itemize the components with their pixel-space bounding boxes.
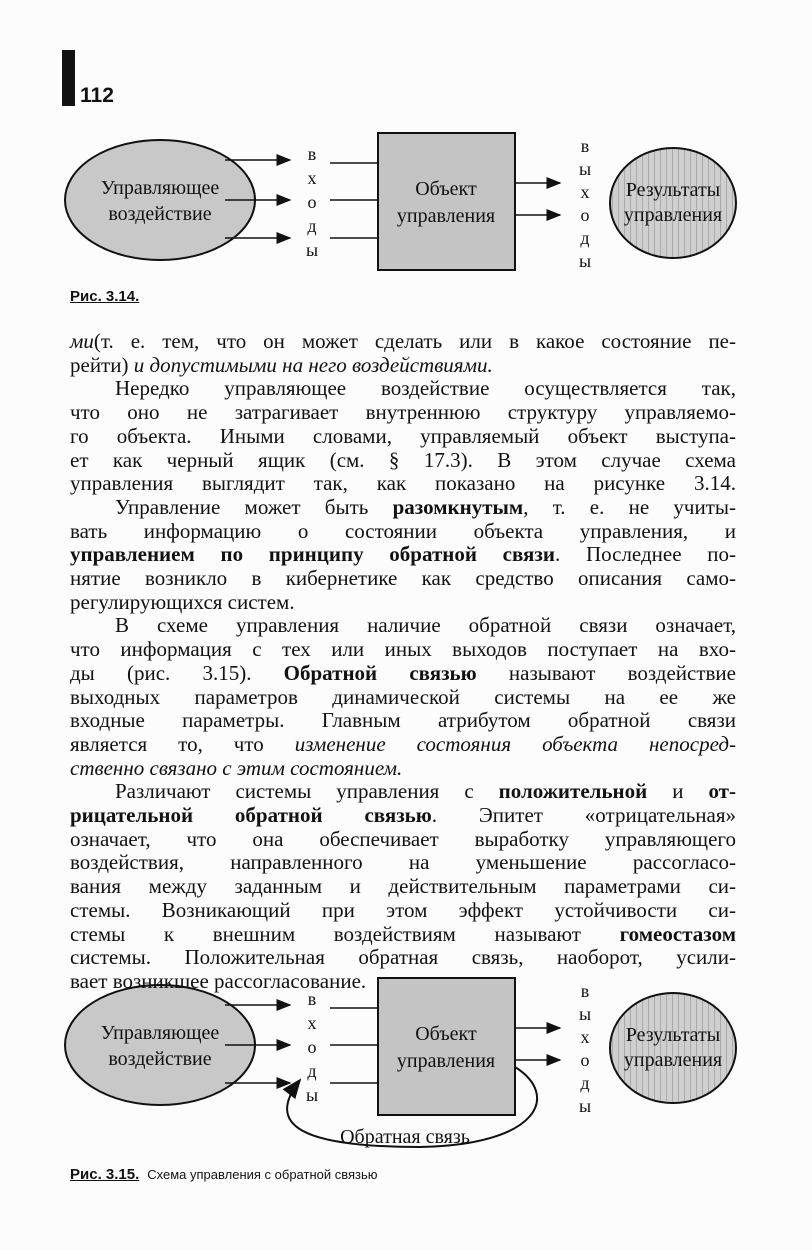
control-object-label: Объект (415, 178, 477, 200)
text-segment: , т. е. не учиты- (523, 494, 736, 519)
results-label: управления (623, 204, 723, 226)
text-line (70, 923, 736, 947)
text-line (70, 449, 736, 473)
caption-label: Рис. 3.15. (70, 1166, 140, 1183)
inputs-letter: в (307, 144, 317, 164)
text-line (70, 875, 736, 899)
bold-term: Обратной связью (283, 660, 477, 685)
text-line (70, 591, 736, 615)
caption-text: Схема управления с обратной связью (147, 1167, 378, 1182)
control-action-label: Управляющее (100, 177, 220, 199)
text-line (70, 425, 736, 449)
inputs-letter: х (307, 168, 317, 188)
control-action-label: воздействие (108, 1048, 212, 1070)
text-segment: и (647, 779, 709, 804)
text-line (70, 614, 736, 638)
control-action-label: воздействие (108, 203, 212, 225)
feedback-label: Обратная связь (340, 1126, 470, 1148)
text-line (70, 472, 736, 496)
page-number: 112 (80, 84, 114, 107)
text-segment: называют воздействие (476, 660, 736, 685)
text-segment: регулирующихся систем. (70, 589, 295, 614)
text-line (70, 851, 736, 875)
text-segment: что оно не затрагивает внутреннюю структуру управляемо- (70, 400, 736, 425)
bold-term: управлением по принципу обратной связи (70, 542, 555, 567)
control-object-label: управления (396, 1050, 496, 1072)
outputs-letter: ы (578, 159, 592, 179)
text-segment: вать информацию о состоянии объекта управления, и (70, 518, 736, 543)
text-segment: управления выглядит так, как показано на рисунке 3.14. (70, 471, 736, 496)
text-line (70, 520, 736, 544)
outputs-letter: х (580, 182, 590, 202)
text-segment: воздействия, направленного на уменьшение рассогласо- (70, 850, 736, 875)
bold-term: от- (708, 779, 736, 804)
text-line (70, 543, 736, 567)
text-line (70, 828, 736, 852)
text-line (70, 638, 736, 662)
inputs-letter: ы (305, 240, 319, 260)
text-line (70, 354, 736, 378)
text-line (70, 780, 736, 804)
results-label: управления (623, 1049, 723, 1071)
italic-text: ми (70, 329, 94, 353)
results-label: Результаты (625, 179, 721, 201)
text-segment: ды (рис. 3.15). (70, 660, 284, 685)
text-segment: вает возникшее рассогласование. (70, 968, 367, 993)
control-object-label: Объект (415, 1023, 477, 1045)
bold-term: гомеостазом (619, 921, 736, 946)
text-segment: . Последнее по- (554, 542, 736, 567)
text-segment: Управление может быть (115, 494, 393, 519)
outputs-letter: ы (578, 251, 592, 271)
figure-1-caption (70, 288, 147, 305)
text-line (70, 401, 736, 425)
inputs-letter: ы (305, 1085, 319, 1105)
text-line (70, 899, 736, 923)
outputs-letter: в (580, 136, 590, 156)
bold-term: рицательной обратной связью (70, 803, 432, 828)
text-segment: системы. Положительная обратная связь, наоборот, усили- (70, 945, 736, 970)
inputs-letter: д (307, 216, 317, 236)
text-segment: означает, что она обеспечивает выработку управляющего (70, 826, 736, 851)
text-line (70, 946, 736, 970)
text-line (70, 709, 736, 733)
outputs-letter: д (580, 1073, 590, 1093)
italic-text: ственно связано с этим состоянием. (70, 755, 403, 780)
text-segment: стемы к внешним воздействиям называют (70, 921, 620, 946)
bold-term: разомкнутым (392, 494, 524, 519)
text-line (70, 496, 736, 520)
bold-term: положительной (498, 779, 648, 804)
inputs-letter: о (307, 1037, 317, 1057)
results-ellipse (610, 993, 736, 1103)
text-segment: входные параметры. Главным атрибутом обратной связи (70, 708, 736, 733)
text-segment: Нередко управляющее воздействие осуществляется так, (115, 376, 736, 401)
outputs-letter: в (580, 981, 590, 1001)
outputs-letter: ы (578, 1096, 592, 1116)
italic-text: изменение состояния объекта непосред- (294, 731, 736, 756)
text-segment: рейти) (70, 352, 134, 377)
text-line (70, 662, 736, 686)
figure-3-14 (65, 133, 736, 271)
text-segment: го объекта. Иными словами, управляемый объект выступа- (70, 423, 736, 448)
text-segment: . Эпитет «отрицательная» (431, 803, 736, 828)
figure-3-15 (65, 978, 736, 1148)
text-line (70, 330, 736, 354)
outputs-letter: ы (578, 1004, 592, 1024)
text-segment: В схеме управления наличие обратной связи означает, (115, 613, 736, 638)
inputs-letter: в (307, 989, 317, 1009)
outputs-letter: д (580, 228, 590, 248)
control-object-box (378, 978, 515, 1115)
outputs-letter: х (580, 1027, 590, 1047)
inputs-letter: о (307, 192, 317, 212)
control-action-label: Управляющее (100, 1022, 220, 1044)
italic-text: и допустимыми на него воздействиями. (133, 352, 493, 377)
results-ellipse (610, 148, 736, 258)
text-line (70, 377, 736, 401)
text-segment: вания между заданным и действительным параметрами си- (70, 874, 736, 899)
text-segment: ет как черный ящик (см. § 17.3). В этом случае схема (70, 447, 736, 472)
control-object-box (378, 133, 515, 270)
body-text (70, 330, 736, 994)
text-line (70, 804, 736, 828)
caption-label: Рис. 3.14. (70, 288, 140, 305)
outputs-letter: о (580, 1050, 590, 1070)
figure-2-caption (70, 1166, 378, 1183)
text-line (70, 567, 736, 591)
outputs-letter: о (580, 205, 590, 225)
text-line (70, 686, 736, 710)
text-line (70, 733, 736, 757)
inputs-letter: х (307, 1013, 317, 1033)
results-label: Результаты (625, 1024, 721, 1046)
text-segment: выходных параметров динамической системы на ее же (70, 684, 736, 709)
text-segment: является то, что (70, 731, 295, 756)
text-segment: что информация с тех или иных выходов поступает на вхо- (70, 637, 736, 662)
text-segment: нятие возникло в кибернетике как средство описания само- (70, 566, 736, 591)
text-segment: (т. е. тем, что он может сделать или в какое состояние пе- (93, 329, 736, 353)
text-line (70, 757, 736, 781)
text-segment: стемы. Возникающий при этом эффект устойчивости си- (70, 897, 736, 922)
inputs-letter: д (307, 1061, 317, 1081)
text-segment: Различают системы управления с (115, 779, 499, 804)
text-line (70, 970, 736, 994)
control-object-label: управления (396, 205, 496, 227)
